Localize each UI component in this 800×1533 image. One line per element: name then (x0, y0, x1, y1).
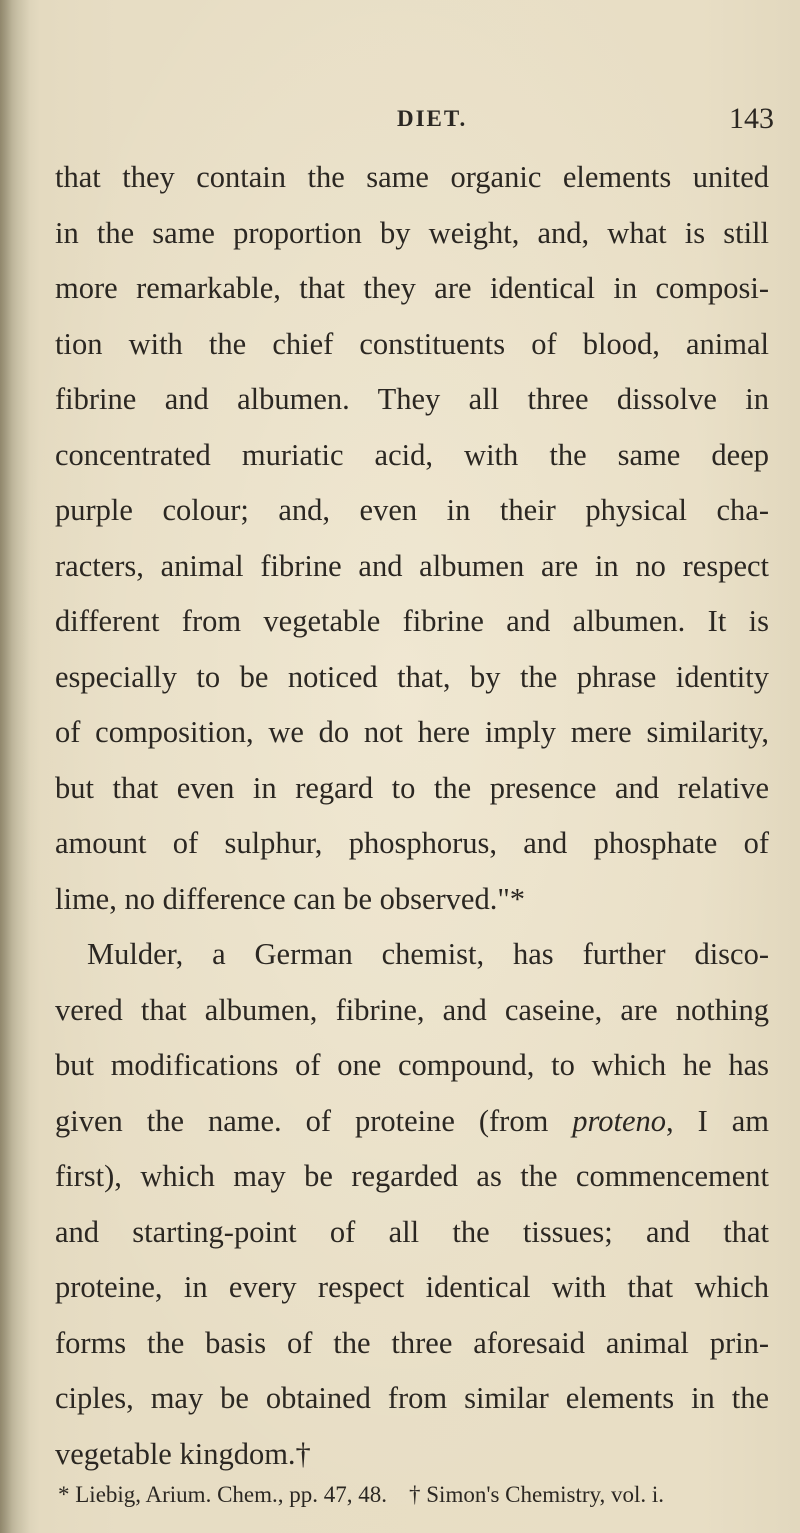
text-line: amount of sulphur, phosphorus, and phosphate of (55, 826, 769, 860)
text-line: racters, animal fibrine and albumen are in no respect (55, 548, 769, 583)
text-line: more remarkable, that they are identical in composi- (55, 271, 769, 305)
text-line: especially to be noticed that, by the phrase identity (55, 659, 769, 694)
paragraph-1 (55, 150, 769, 927)
running-head (0, 96, 800, 140)
text-line: purple colour; and, even in their physical cha- (55, 493, 769, 527)
italic-term: proteno (572, 1103, 667, 1138)
text-line: of composition, we do not here imply mere similarity, (55, 715, 769, 749)
text-line: in the same proportion by weight, and, what is still (55, 215, 769, 250)
text-line: but that even in regard to the presence and relative (55, 770, 769, 805)
text-line: different from vegetable fibrine and albumen. It is (55, 604, 769, 638)
footnote-1: * Liebig, Arium. Chem., pp. 47, 48. (58, 1482, 388, 1507)
text-line: vegetable kingdom.† (55, 1436, 311, 1471)
footnotes (58, 1480, 768, 1510)
text-line: fibrine and albumen. They all three dissolve in (55, 382, 769, 416)
text-line: that they contain the same organic elements united (55, 160, 769, 194)
text-line: concentrated muriatic acid, with the same deep (55, 437, 769, 472)
footnote-2: † Simon's Chemistry, vol. i. (409, 1482, 665, 1507)
text-line: but modifications of one compound, to which he has (55, 1048, 769, 1082)
text-line: given the name. of proteine (from proteno, I am (55, 1103, 769, 1138)
text-line: lime, no difference can be observed."* (55, 881, 526, 916)
text-line: first), which may be regarded as the commencement (55, 1159, 769, 1193)
binding-shadow (0, 0, 30, 1533)
text-line: proteine, in every respect identical with that which (55, 1270, 769, 1304)
paragraph-2 (55, 927, 769, 1482)
body-text (55, 150, 769, 1482)
text-line: vered that albumen, fibrine, and caseine, are nothing (55, 992, 769, 1027)
page-number: 143 (729, 102, 774, 135)
running-head-title: DIET. (397, 106, 468, 131)
text-line: tion with the chief constituents of blood, animal (55, 326, 769, 361)
text-line: ciples, may be obtained from similar elements in the (55, 1381, 769, 1415)
text-line: Mulder, a German chemist, has further disco- (87, 937, 769, 971)
text-line: forms the basis of the three aforesaid animal prin- (55, 1325, 769, 1360)
text-line: and starting-point of all the tissues; and that (55, 1214, 769, 1249)
